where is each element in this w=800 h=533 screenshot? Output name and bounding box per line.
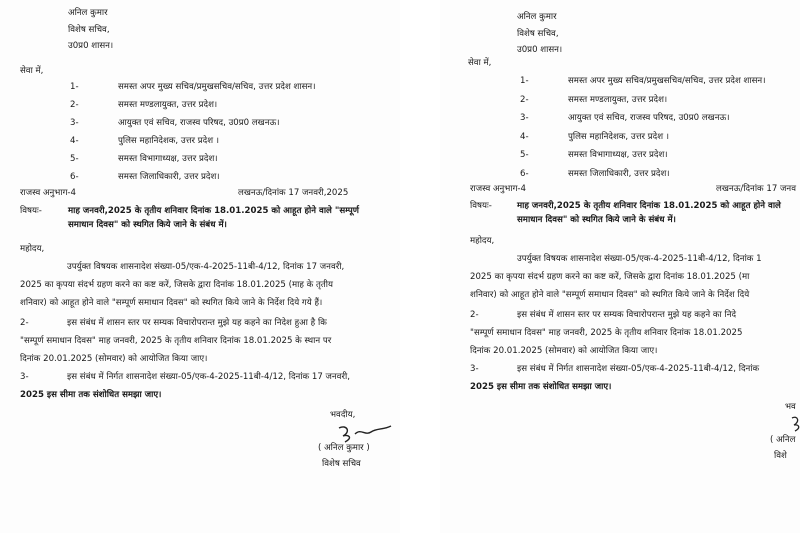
section-label: राजस्व अनुभाग-4 <box>470 184 526 194</box>
para-2: 2- इस संबंध में शासन स्तर पर सम्यक विचारोपरान्त मुझे यह कहने का निदेश हुआ है कि "सम्पूर्ण समाधान दिवस" माह जनवरी, 2025 के तृतीय शनिवार दिनांक 18.01.2025 के स्थान पर दिनांक 20.01.2025 (सोमवार) को आयोजित किया जाए। <box>20 318 332 364</box>
recipient-item: 6- समस्त जिलाधिकारी, उत्तर प्रदेश। <box>520 168 670 179</box>
recipient-item: 3- आयुक्त एवं सचिव, राजस्व परिषद, उ0प्र0 लखनऊ। <box>70 118 280 128</box>
sender-govt: उ0प्र0 शासन। <box>68 41 114 52</box>
sender-name: अनिल कुमार <box>68 8 108 18</box>
closing-name: ( अनिल <box>770 435 796 445</box>
letter-page-right <box>440 0 800 533</box>
sender-block <box>68 8 113 53</box>
subject-text: माह जनवरी,2025 के तृतीय शनिवार दिनांक 18.01.2025 को आहूत होने वाले "सम्पूर्ण समाधान दिवस" को स्थगित किये जाने के संबंध में। <box>68 206 359 230</box>
subject-label: विषयः- <box>20 206 42 216</box>
recipient-item: 5- समस्त विभागाध्यक्ष, उत्तर प्रदेश। <box>70 154 218 164</box>
recipient-item: 2- समस्त मण्डलायुक्त, उत्तर प्रदेश। <box>520 94 668 105</box>
recipient-list <box>520 76 765 187</box>
recipient-item: 3- आयुक्त एवं सचिव, राजस्व परिषद, उ0प्र0 लखनऊ। <box>520 113 730 123</box>
closing-bhavdiy: भवदीय, <box>330 410 356 420</box>
place-date: लखनऊ/दिनांक 17 जनवरी,2025 <box>238 188 349 198</box>
closing-designation: विशेष सचिव <box>322 459 361 469</box>
recipient-list <box>70 82 315 190</box>
sender-name: अनिल कुमार <box>517 12 557 22</box>
signature-image <box>790 414 800 434</box>
para-1: उपर्युक्त विषयक शासनादेश संख्या-05/एक-4-2025-11बी-4/12, दिनांक 17 जनवरी, 2025 का कृपया संदर्भ ग्रहण करने का कष्ट करें, जिसके द्वारा दिनांक 18.01.2025 (माह के तृतीय शनिवार) को आहूत होने वाले "सम्पूर्ण समाधान दिवस" को स्थगित किये जाने के निर्देश दिये गये हैं। <box>20 262 345 308</box>
recipient-item: 1- समस्त अपर मुख्य सचिव/प्रमुखसचिव/सचिव, उत्तर प्रदेश शासन। <box>520 76 766 86</box>
recipient-item: 4- पुलिस महानिदेशक, उत्तर प्रदेश । <box>520 131 670 142</box>
section-label: राजस्व अनुभाग-4 <box>20 188 76 198</box>
subject-text: माह जनवरी,2025 के तृतीय शनिवार दिनांक 18.01.2025 को आहूत होने वाले समाधान दिवस" को स्थगित किये जाने के संबंध में। <box>517 201 781 225</box>
para-2-number: 2- <box>20 318 29 328</box>
para-2: 2- इस संबंध में शासन स्तर पर सम्यक विचारोपरान्त मुझे यह कहने का निदे "सम्पूर्ण समाधान दिवस" माह जनवरी, 2025 के तृतीय शनिवार दिनांक 18.01.2025 दिनांक 20.01.2025 (सोमवार) को आयोजित किया जाए। <box>470 310 743 356</box>
subject-label: विषयः- <box>470 201 492 211</box>
place-date: लखनऊ/दिनांक 17 जनव <box>716 184 796 194</box>
sender-block <box>517 12 562 57</box>
para-3-number: 3- <box>20 372 29 382</box>
recipient-item: 6- समस्त जिलाधिकारी, उत्तर प्रदेश। <box>70 172 220 182</box>
para-2-number: 2- <box>470 310 479 320</box>
closing-designation: विशे <box>774 451 787 461</box>
recipient-item: 5- समस्त विभागाध्यक्ष, उत्तर प्रदेश। <box>520 150 668 160</box>
recipient-item: 1- समस्त अपर मुख्य सचिव/प्रमुखसचिव/सचिव, उत्तर प्रदेश शासन। <box>70 82 316 92</box>
sender-designation: विशेष सचिव, <box>517 28 559 39</box>
sender-designation: विशेष सचिव, <box>68 24 110 35</box>
salutation: महोदय, <box>20 244 45 254</box>
to-label: सेवा में, <box>468 58 492 68</box>
para-1: उपर्युक्त विषयक शासनादेश संख्या-05/एक-4-2025-11बी-4/12, दिनांक 1 2025 का कृपया संदर्भ ग्रहण करने का कष्ट करें, जिसके द्वारा दिनांक 18.01.2025 (मा शनिवार) को आहूत होने वाले "सम्पूर्ण समाधान दिवस" को स्थगित किये जाने के निर्देश दिये <box>470 254 762 300</box>
to-label: सेवा में, <box>20 66 44 76</box>
sender-govt: उ0प्र0 शासन। <box>517 45 563 56</box>
para-3-number: 3- <box>470 364 479 374</box>
para-3: 3- इस संबंध में निर्गत शासनादेश संख्या-05/एक-4-2025-11बी-4/12, दिनांक 2025 इस सीमा तक संशोधित समझा जाए। <box>470 364 760 392</box>
closing-bhavdiy: भव <box>785 402 796 412</box>
recipient-item: 4- पुलिस महानिदेशक, उत्तर प्रदेश । <box>70 136 220 146</box>
recipient-item: 2- समस्त मण्डलायुक्त, उत्तर प्रदेश। <box>70 100 218 110</box>
closing-name: ( अनिल कुमार ) <box>318 443 370 453</box>
salutation: महोदय, <box>470 236 495 246</box>
para-3: 3- इस संबंध में निर्गत शासनादेश संख्या-05/एक-4-2025-11बी-4/12, दिनांक 17 जनवरी, 2025 इस सीमा तक संशोधित समझा जाए। <box>20 372 350 400</box>
